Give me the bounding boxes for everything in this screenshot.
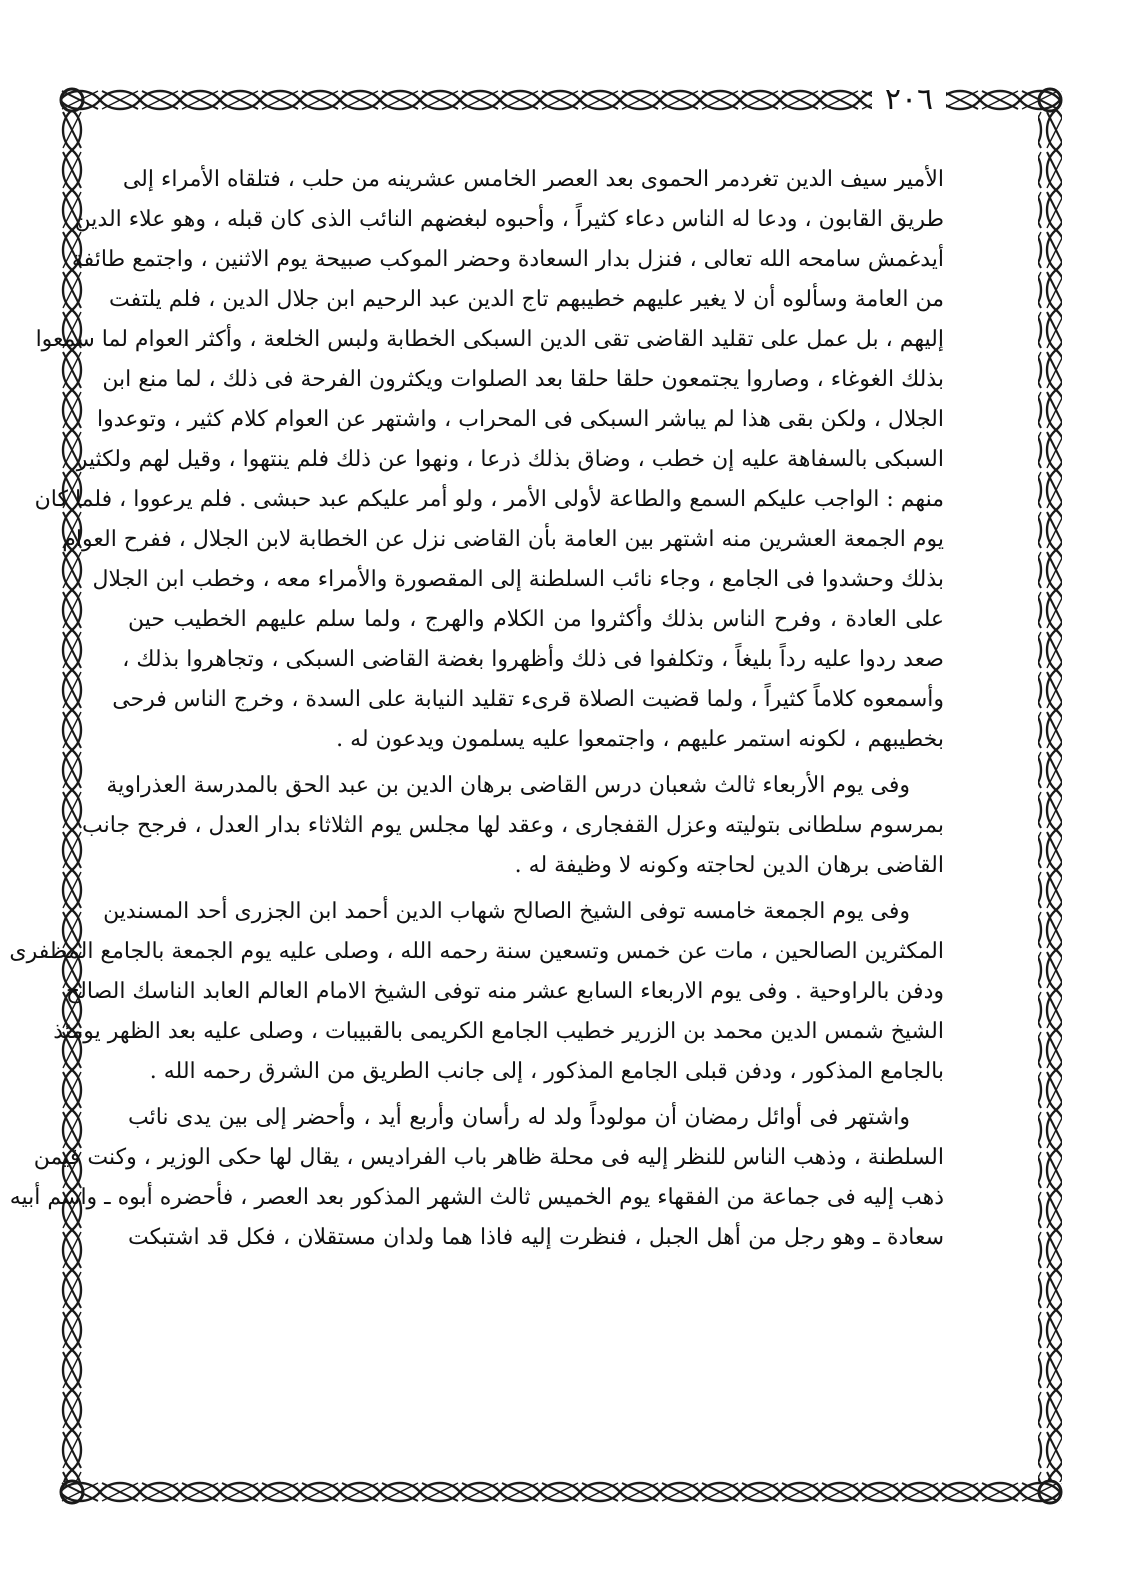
text-line: بخطيبهم ، لكونه استمر عليهم ، واجتمعوا عليه يسلمون ويدعون له . bbox=[336, 727, 944, 752]
text-line: الجلال ، ولكن بقى هذا لم يباشر السبكى فى المحراب ، واشتهر عن العوام كلام كثير ، وتوعدوا bbox=[96, 407, 944, 432]
text-line: سعادة ـ وهو رجل من أهل الجبل ، فنظرت إليه فاذا هما ولدان مستقلان ، فكل قد اشتبكت bbox=[128, 1225, 944, 1250]
text-line: الأمير سيف الدين تغردمر الحموى بعد العصر الخامس عشرينه من حلب ، فتلقاه الأمراء إلى bbox=[122, 167, 944, 192]
paragraph bbox=[81, 766, 944, 886]
text-line: السبكى بالسفاهة عليه إن خطب ، وضاق بذلك ذرعا ، ونهوا عن ذلك فلم ينتهوا ، وقيل لهم ولكثير bbox=[76, 447, 944, 472]
text-line: منهم : الواجب عليكم السمع والطاعة لأولى الأمر ، ولو أمر عليكم عبد حبشى . فلم يرعووا ، فلما كان bbox=[34, 487, 944, 512]
text-line: طريق القابون ، ودعا له الناس دعاء كثيراً ، وأحبوه لبغضهم النائب الذى كان قبله ، وهو علاء الدين bbox=[74, 207, 944, 232]
text-line: من العامة وسألوه أن لا يغير عليهم خطيبهم تاج الدين عبد الرحيم ابن جلال الدين ، فلم يلتفت bbox=[108, 287, 944, 312]
text-line: بذلك الغوغاء ، وصاروا يجتمعون حلقا حلقا بعد الصلوات ويكثرون الفرحة فى ذلك ، لما منع ابن bbox=[102, 367, 944, 392]
text-line: وأسمعوه كلاماً كثيراً ، ولما قضيت الصلاة قرىء تقليد النيابة على السدة ، وخرج الناس فرحى bbox=[112, 687, 944, 712]
text-line: الشيخ شمس الدين محمد بن الزرير خطيب الجامع الكريمى بالقبيبات ، وصلى عليه بعد الظهر يومئذ bbox=[53, 1019, 944, 1044]
text-line: السلطنة ، وذهب الناس للنظر إليه فى محلة ظاهر باب الفراديس ، يقال لها حكى الوزير ، وكنت فيمن bbox=[33, 1145, 944, 1170]
body-text bbox=[9, 160, 944, 1258]
text-line: على العادة ، وفرح الناس بذلك وأكثروا من الكلام والهرج ، ولما سلم عليهم الخطيب حين bbox=[128, 607, 944, 632]
text-line: أيدغمش سامحه الله تعالى ، فنزل بدار السعادة وحضر الموكب صبيحة يوم الاثنين ، واجتمع طائفة bbox=[71, 247, 944, 272]
text-line: ذهب إليه فى جماعة من الفقهاء يوم الخميس ثالث الشهر المذكور بعد العصر ، فأحضره أبوه ـ واسم أبيه bbox=[9, 1185, 944, 1210]
text-line: القاضى برهان الدين لحاجته وكونه لا وظيفة له . bbox=[514, 853, 944, 878]
text-line: واشتهر فى أوائل رمضان أن مولوداً ولد له رأسان وأربع أيد ، وأحضر إلى بين يدى نائب bbox=[128, 1105, 910, 1130]
paragraph bbox=[9, 1098, 944, 1258]
paragraph bbox=[34, 160, 944, 760]
text-line: ودفن بالراوحية . وفى يوم الاربعاء السابع عشر منه توفى الشيخ الامام العالم العابد الناسك الصالح bbox=[65, 979, 944, 1004]
text-line: وفى يوم الأربعاء ثالث شعبان درس القاضى برهان الدين بن عبد الحق بالمدرسة العذراوية bbox=[106, 773, 910, 798]
text-line: وفى يوم الجمعة خامسه توفى الشيخ الصالح شهاب الدين أحمد ابن الجزرى أحد المسندين bbox=[103, 899, 910, 924]
page-number: ٢٠٦ bbox=[872, 80, 946, 120]
text-line: صعد ردوا عليه رداً بليغاً ، وتكلفوا فى ذلك وأظهروا بغضة القاضى السبكى ، وتجاهروا بذلك ، bbox=[122, 647, 944, 672]
text-line: يوم الجمعة العشرين منه اشتهر بين العامة بأن القاضى نزل عن الخطابة لابن الجلال ، ففرح العوام bbox=[62, 527, 944, 552]
text-line: إليهم ، بل عمل على تقليد القاضى تقى الدين السبكى الخطابة ولبس الخلعة ، وأكثر العوام لما سمعوا bbox=[35, 327, 944, 352]
text-line: بمرسوم سلطانى بتوليته وعزل القفجارى ، وعقد لها مجلس يوم الثلاثاء بدار العدل ، فرجح جانب bbox=[81, 813, 944, 838]
text-line: بالجامع المذكور ، ودفن قبلى الجامع المذكور ، إلى جانب الطريق من الشرق رحمه الله . bbox=[149, 1059, 944, 1084]
paragraph bbox=[9, 892, 944, 1092]
text-line: المكثرين الصالحين ، مات عن خمس وتسعين سنة رحمه الله ، وصلى عليه يوم الجمعة بالجامع المظفرى bbox=[9, 939, 944, 964]
text-line: بذلك وحشدوا فى الجامع ، وجاء نائب السلطنة إلى المقصورة والأمراء معه ، وخطب ابن الجلال bbox=[92, 567, 944, 592]
